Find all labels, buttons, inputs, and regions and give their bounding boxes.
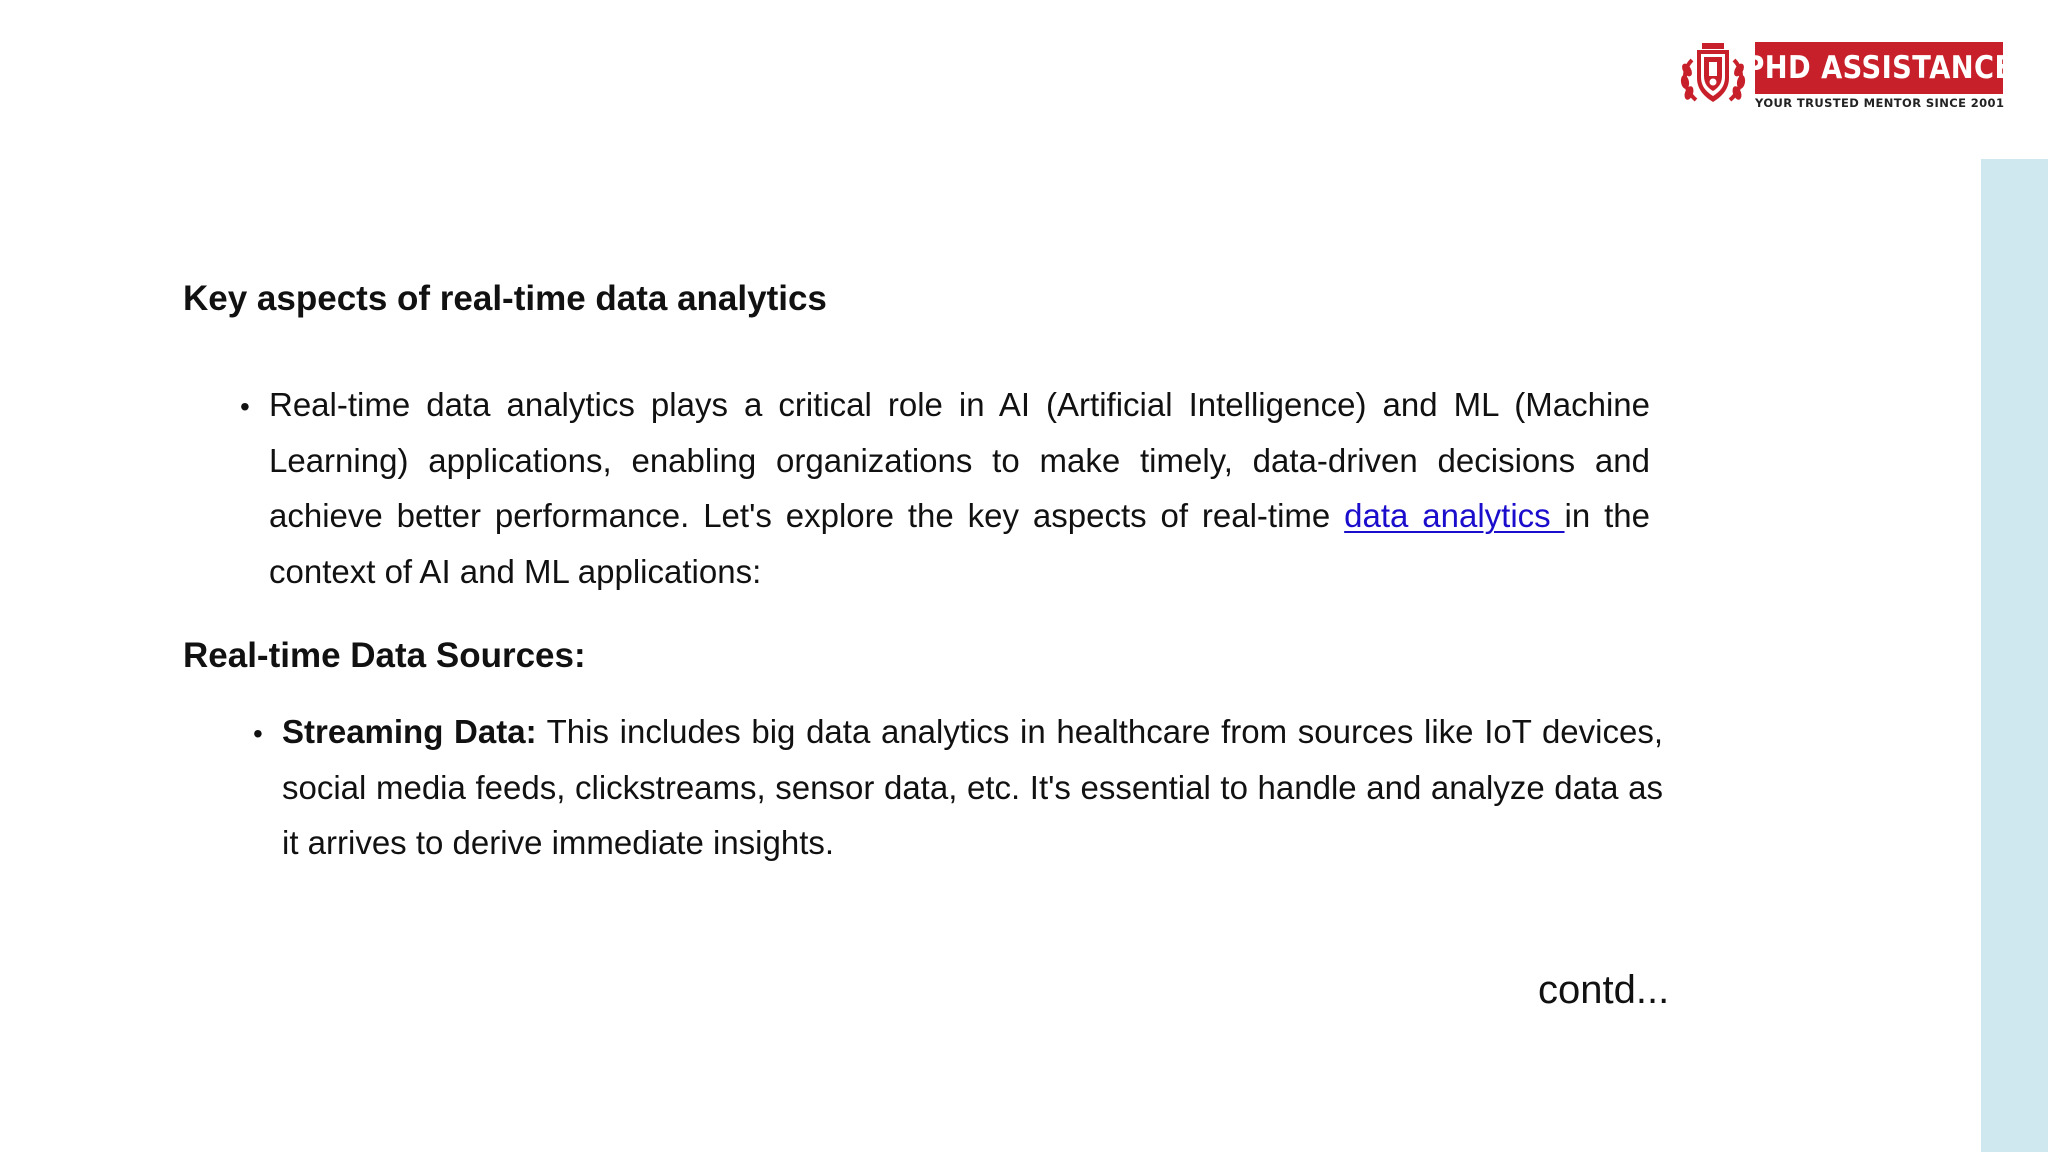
continued-marker: contd... (1538, 968, 1670, 1012)
logo-tagline: YOUR TRUSTED MENTOR SINCE 2001 (1755, 96, 2005, 110)
logo-banner (1744, 42, 2014, 94)
side-accent-band (1981, 159, 2048, 1152)
logo-text: PHD ASSISTANCE (1744, 50, 2014, 86)
bullet-icon: • (253, 718, 263, 749)
phd-assistance-logo (1676, 38, 2014, 112)
intro-text-before-link: Real-time data analytics plays a critical role in AI (Artificial Intelligence) and ML (Machine Learning) applications, enabling organizations to make timely, data-driven decisions and achieve better performance. Let's explore the key aspects of real-time (269, 386, 1650, 534)
shield-crest-icon (1678, 40, 1748, 110)
bullet-paragraph-intro (269, 377, 1650, 599)
bullet-icon: • (240, 391, 250, 422)
streaming-data-label: Streaming Data: (282, 713, 537, 750)
section-heading-key-aspects: Key aspects of real-time data analytics (183, 279, 827, 318)
intro-text-after-link: in the context of AI and ML applications: (269, 497, 1650, 590)
streaming-data-text: This includes big data analytics in healthcare from sources like IoT devices, social media feeds, clickstreams, sensor data, etc. It's essential to handle and analyze data as it arrives to derive immediate insights. (282, 713, 1664, 861)
section-heading-data-sources: Real-time Data Sources: (183, 636, 586, 675)
data-analytics-link[interactable]: data analytics (1344, 497, 1565, 534)
bullet-paragraph-streaming (282, 704, 1663, 871)
